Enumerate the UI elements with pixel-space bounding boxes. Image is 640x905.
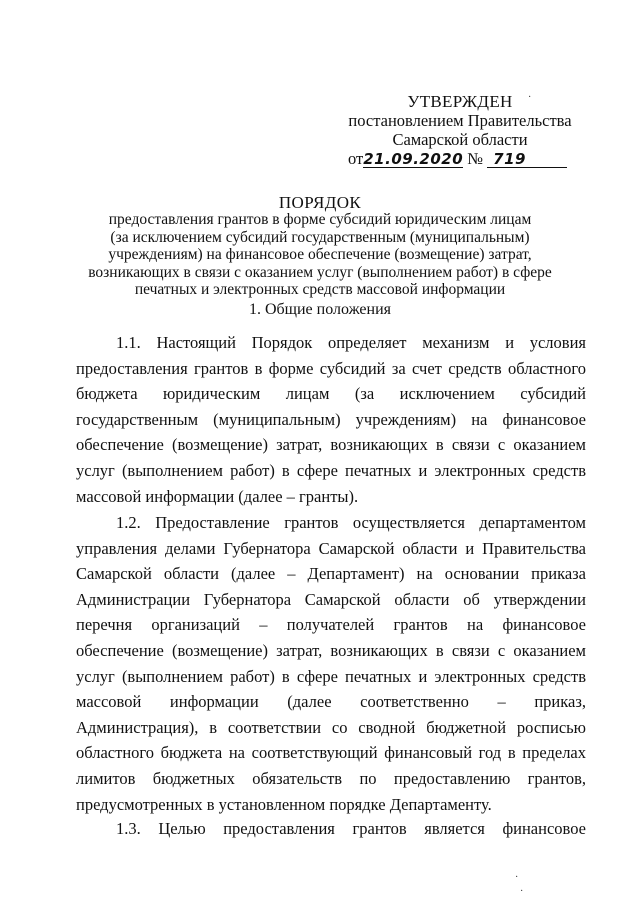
scan-speck: · <box>528 92 532 103</box>
document-title: ПОРЯДОК <box>278 193 362 212</box>
paragraph-text: 1.2. Предоставление грантов осуществляется департаментом управления делами Губернатора Самарской области и Правительства Самарской области (далее – Департамент) на основании приказа Администрации Губернатора Самарской области об утверждении перечня организаций – получателей грантов на финансовое обеспечение (возмещение) затрат, возникающих в связи с оказанием услуг (выполнением работ) в сфере печатных и электронных средств массовой информации (далее соответственно – приказ, Администрация), в соответствии со сводной бюджетной росписью областного бюджета на соответствующий финансовый год в пределах лимитов бюджетных обязательств по предоставлению грантов, предусмотренных в установленном порядке Департаменту. <box>76 513 586 814</box>
subtitle-line: предоставления грантов в форме субсидий юридическим лицам <box>108 211 532 228</box>
document-subtitle <box>80 211 560 299</box>
subtitle-line: возникающих в связи с оказанием услуг (выполнением работ) в сфере <box>88 263 552 281</box>
number-prefix: № <box>467 149 484 168</box>
paragraph-text: 1.3. Целью предоставления грантов является финансовое <box>116 819 586 838</box>
approval-line-1: постановлением Правительства <box>348 111 572 130</box>
section-title: 1. Общие положения <box>248 301 392 318</box>
subtitle-line: учреждениям) на финансовое обеспечение (возмещение) затрат, <box>108 246 532 264</box>
approval-title: УТВЕРЖДЕН <box>407 92 513 111</box>
paragraph-text: 1.1. Настоящий Порядок определяет механизм и условия предоставления грантов в форме субсидий за счет средств областного бюджета юридическим лицам (за исключением субсидий государственным (муниципальным) учреждениям) на финансовое обеспечение (возмещение) затрат, возникающих в связи с оказанием услуг (выполнением работ) в сфере печатных и электронных средств массовой информации (далее – гранты). <box>76 333 586 506</box>
scan-speck: · <box>520 886 524 897</box>
paragraph-1-2 <box>76 510 586 817</box>
subtitle-line: печатных и электронных средств массовой информации <box>134 281 506 299</box>
approval-date-line <box>340 149 580 168</box>
date-prefix: от <box>348 149 364 168</box>
approval-line-2: Самарской области <box>392 130 528 149</box>
approval-stamp <box>340 92 580 168</box>
scan-speck: · <box>515 872 519 883</box>
paragraph-1-3 <box>76 816 586 842</box>
handwritten-number: 719 <box>487 151 567 168</box>
subtitle-line: (за исключением субсидий государственным (муниципальным) <box>110 228 530 246</box>
handwritten-date: 21.09.2020 <box>363 150 464 168</box>
paragraph-1-1 <box>76 330 586 509</box>
